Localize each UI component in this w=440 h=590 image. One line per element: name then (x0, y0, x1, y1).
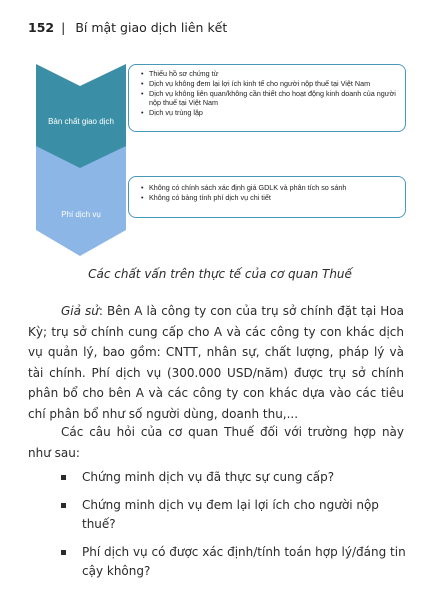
stage-2-item: • Không có chính sách xác định giá GDLK và phân tích so sánh (139, 184, 399, 193)
running-title: Bí mật giao dịch liên kết (75, 20, 228, 35)
list-item: Chứng minh dịch vụ đem lại lợi ích cho người nộp thuế? (28, 496, 408, 534)
page-number: 152 (28, 20, 55, 35)
stage-2-label: Phí dịch vụ (61, 210, 101, 219)
questions-intro: Các câu hỏi của cơ quan Thuế đối với trường hợp này như sau: (28, 425, 404, 460)
stage-1-item: • Thiếu hồ sơ chứng từ (139, 70, 399, 79)
stage-1-item: • Dịch vụ không liên quan/không cần thiết cho hoạt động kinh doanh của người nộp thuế tại Việt Nam (139, 90, 399, 107)
example-lead: Giả sử (61, 304, 99, 318)
stage-2-box (128, 176, 406, 218)
stage-1-box (128, 64, 406, 132)
figure-caption: Các chất vấn trên thực tế của cơ quan Thuế (88, 267, 352, 281)
list-item: Phí dịch vụ có được xác định/tính toán hợp lý/đáng tin cậy không? (28, 543, 408, 581)
stage-1-item: • Dịch vụ trùng lặp (139, 109, 399, 118)
stage-1-label: Bản chất giao dịch (48, 117, 114, 126)
list-item: Chứng minh dịch vụ đã thực sự cung cấp? (28, 468, 408, 487)
challenge-diagram (0, 0, 440, 260)
stage-2-chevron (36, 146, 126, 256)
example-paragraph (28, 301, 404, 424)
header-separator: | (61, 20, 66, 35)
questions-list (28, 468, 408, 590)
stage-2-item: • Không có bảng tính phí dịch vụ chi tiết (139, 194, 399, 203)
stage-1-item: • Dịch vụ không đem lại lợi ích kinh tế cho người nộp thuế tại Việt Nam (139, 80, 399, 89)
example-text: : Bên A là công ty con của trụ sở chính đặt tại Hoa Kỳ; trụ sở chính cung cấp cho A và các công ty con khác dịch vụ quản lý, bao gồm: CNTT, nhân sự, chất lượng, pháp lý và tài chính. Phí dịch vụ (300.000 USD/năm) được trụ sở chính phân bổ cho bên A và các công ty con khác dựa vào các tiêu chí phân bổ như số người dùng, doanh thu,... (28, 304, 404, 421)
